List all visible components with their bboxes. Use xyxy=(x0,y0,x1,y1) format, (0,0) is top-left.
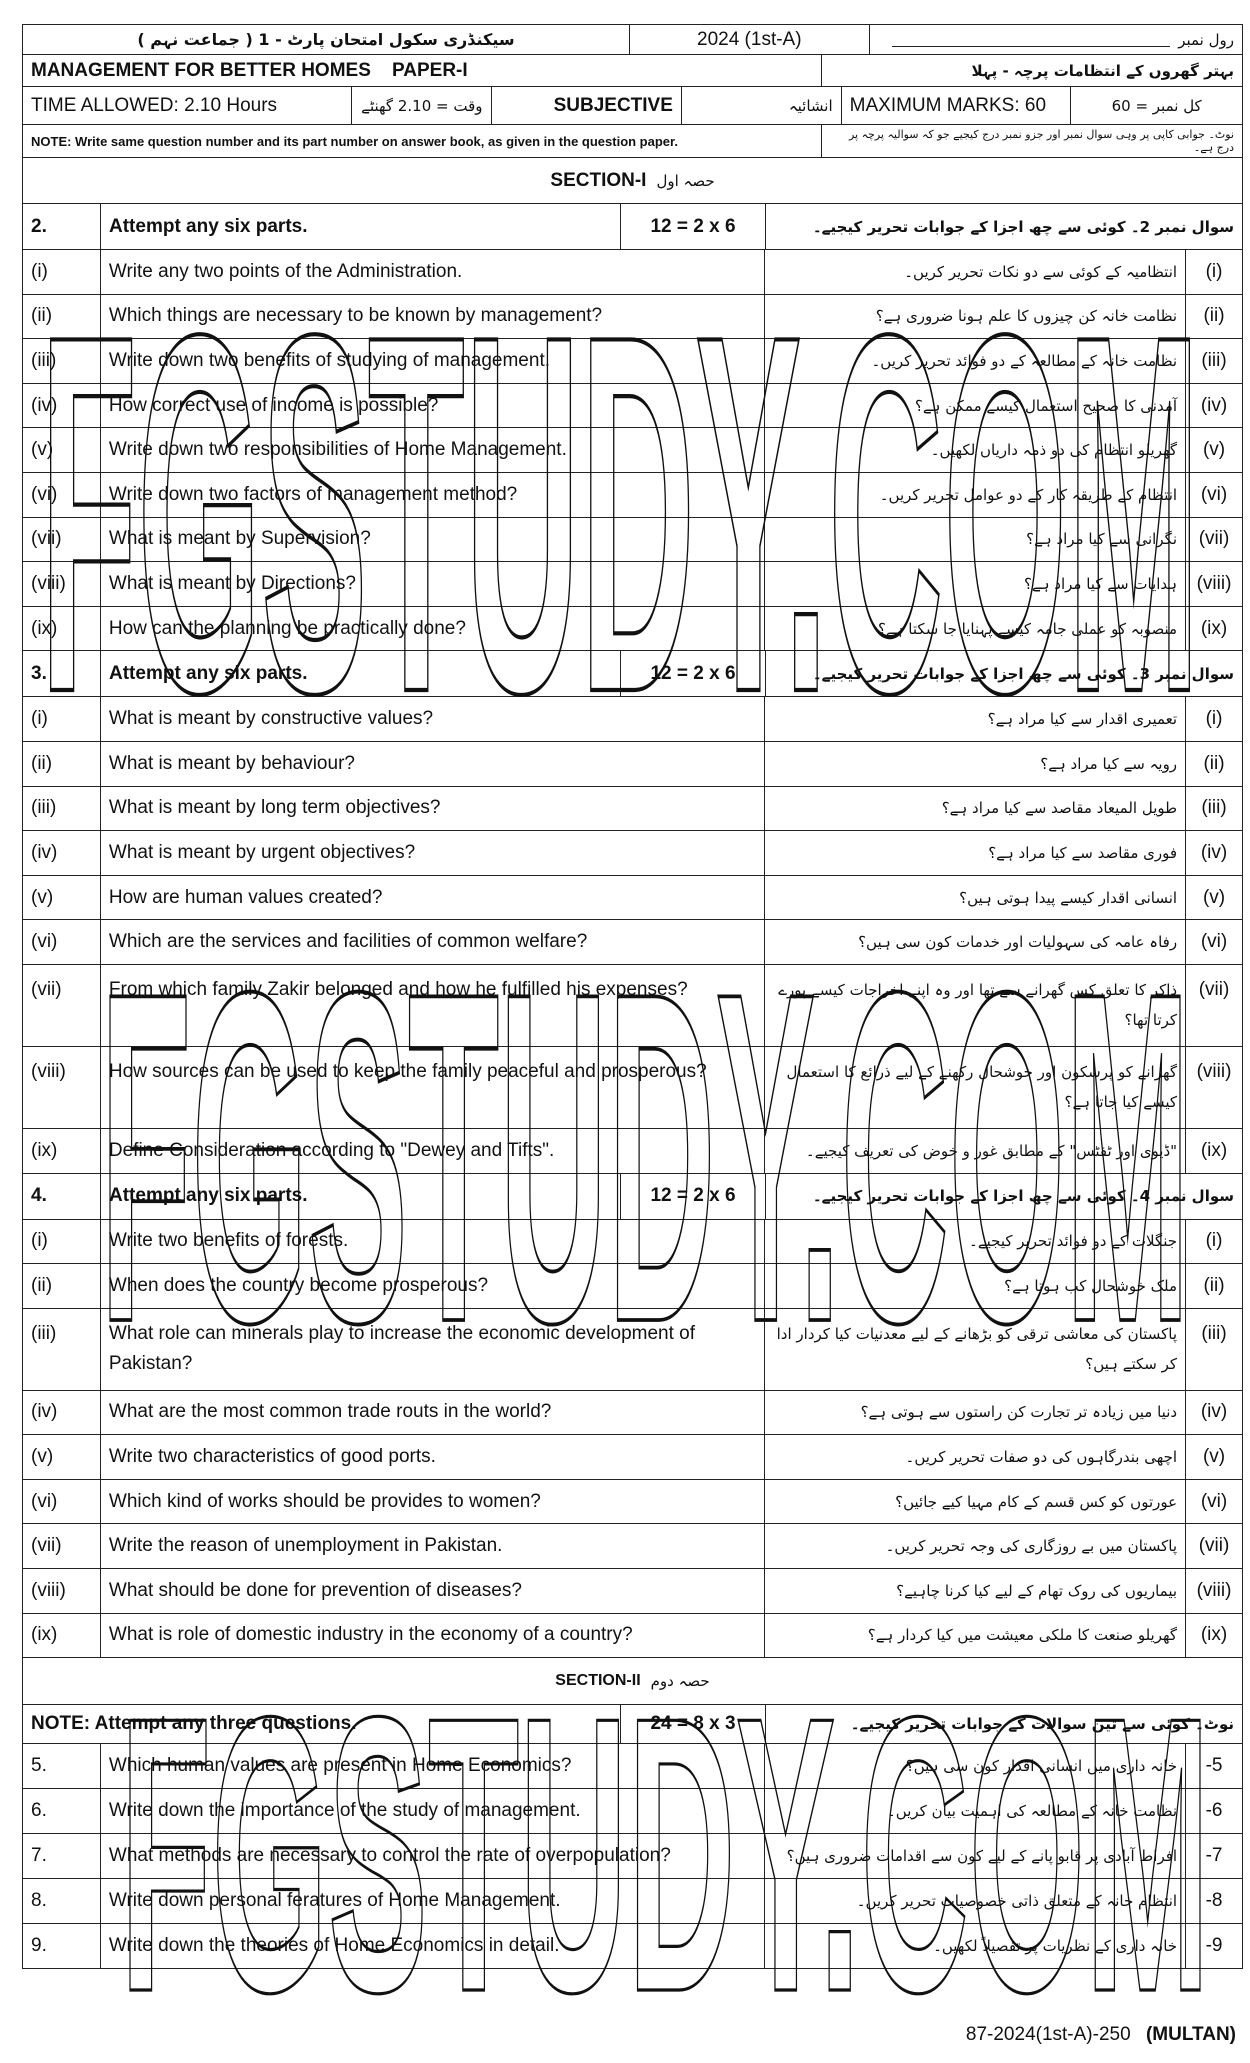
header-row-note xyxy=(22,125,1243,158)
question-instruction: Attempt any six parts. xyxy=(101,1174,621,1219)
part-text: Write down two responsibilities of Home Management. xyxy=(101,428,765,472)
part-text-urdu: پاکستان میں بے روزگاری کی وجہ تحریر کریں۔ xyxy=(765,1524,1186,1568)
question-part xyxy=(22,1391,1243,1436)
exam-year: 2024 (1st-A) xyxy=(630,25,870,54)
part-number: (i) xyxy=(23,697,101,741)
long-question xyxy=(22,1744,1243,1789)
long-question-text-urdu: خانہ داری کے نظریات پر تفصیلاً لکھیں۔ xyxy=(765,1924,1186,1968)
part-number-urdu: (v) xyxy=(1202,886,1226,908)
part-number: (v) xyxy=(23,428,101,472)
part-text: What is meant by behaviour? xyxy=(101,742,765,786)
total-marks-urdu: کل نمبر = 60 xyxy=(1111,96,1202,115)
long-question-text: What methods are necessary to control the rate of overpopulation? xyxy=(101,1834,765,1878)
part-number-urdu: (vii) xyxy=(1198,1535,1230,1557)
part-number: (viii) xyxy=(23,562,101,606)
question-number: 3. xyxy=(23,651,101,696)
long-question xyxy=(22,1834,1243,1879)
question-part xyxy=(22,518,1243,563)
question-part xyxy=(22,787,1243,832)
question-part xyxy=(22,428,1243,473)
paper-code-number: 87-2024(1st-A)-250 xyxy=(965,2024,1131,2045)
question-marks: 12 = 2 x 6 xyxy=(621,204,766,249)
part-number-urdu: (vi) xyxy=(1200,931,1228,953)
long-question-text: Write down the importance of the study of management. xyxy=(101,1789,765,1833)
question-header xyxy=(22,1174,1243,1220)
part-number-urdu: (vi) xyxy=(1200,483,1228,505)
part-number-urdu: (ix) xyxy=(1200,1624,1228,1646)
part-text: How are human values created? xyxy=(101,876,765,920)
part-text: Which things are necessary to be known by management? xyxy=(101,295,765,339)
part-text: What should be done for prevention of diseases? xyxy=(101,1569,765,1613)
part-text-urdu: انتظامیہ کے کوئی سے دو نکات تحریر کریں۔ xyxy=(765,250,1186,294)
part-number: (v) xyxy=(23,876,101,920)
part-number-urdu: (vii) xyxy=(1198,528,1230,550)
question-part xyxy=(22,742,1243,787)
long-question xyxy=(22,1924,1243,1969)
part-text-urdu: ذاکر کا تعلق کس گھرانے سے تھا اور وہ اپنے اخراجات کیسے پورے کرتا تھا؟ xyxy=(765,965,1186,1046)
part-number-urdu: (vi) xyxy=(1200,1490,1228,1512)
part-text: Write the reason of unemployment in Pakistan. xyxy=(101,1524,765,1568)
part-text-urdu: آمدنی کا صحیح استعمال کیسے ممکن ہے؟ xyxy=(765,384,1186,428)
long-question-text-urdu: خانہ داری میں انسانی اقدار کون سی ہیں؟ xyxy=(765,1744,1186,1788)
section-1-title: SECTION-I xyxy=(550,169,647,191)
part-number: (iii) xyxy=(23,1309,101,1390)
part-number: (vi) xyxy=(23,920,101,964)
part-text-urdu: گھریلو صنعت کا ملکی معیشت میں کیا کردار ہے؟ xyxy=(765,1614,1186,1658)
question-instruction-urdu: سوال نمبر 4۔ کوئی سے چھ اجزا کے جوابات تحریر کیجیے۔ xyxy=(812,1187,1234,1205)
question-part xyxy=(22,1524,1243,1569)
part-number-urdu: (v) xyxy=(1202,439,1226,461)
long-question xyxy=(22,1879,1243,1924)
long-question-number: 5. xyxy=(23,1744,101,1788)
section-1-title-urdu: حصہ اول xyxy=(656,171,715,190)
long-question-number-urdu: -5 xyxy=(1205,1755,1223,1777)
question-part xyxy=(22,697,1243,742)
part-number: (ii) xyxy=(23,1264,101,1308)
part-text: When does the country become prosperous? xyxy=(101,1264,765,1308)
long-question-number: 7. xyxy=(23,1834,101,1878)
part-number-urdu: (v) xyxy=(1202,1446,1226,1468)
question-number: 2. xyxy=(23,204,101,249)
part-number-urdu: (iv) xyxy=(1200,394,1228,416)
part-text-urdu: انتظام کے طریقہ کار کے دو عوامل تحریر کریں۔ xyxy=(765,473,1186,517)
section-2-title-urdu: حصہ دوم xyxy=(650,1672,710,1691)
part-number: (ix) xyxy=(23,1129,101,1173)
part-text-urdu: "ڈیوی اور ٹفٹس" کے مطابق غور و خوض کی تعریف کیجیے۔ xyxy=(765,1129,1186,1173)
part-number: (vii) xyxy=(23,1524,101,1568)
instructions-note-urdu: نوٹ۔ جوابی کاپی پر وہی سوال نمبر اور جزو نمبر درج کیجیے جو کہ سوالیہ پرچہ پر درج ہے۔ xyxy=(848,128,1234,154)
long-question-text: Write down personal feratures of Home Management. xyxy=(101,1879,765,1923)
long-question-text: Which human values are present in Home Economics? xyxy=(101,1744,765,1788)
part-number: (ii) xyxy=(23,742,101,786)
question-part xyxy=(22,339,1243,384)
watermark-text: FGSTUDY.COM xyxy=(40,229,1200,799)
part-number-urdu: (iii) xyxy=(1201,1322,1227,1344)
long-question-text-urdu: انتظام خانہ کے متعلق ذاتی خصوصیات تحریر کریں۔ xyxy=(765,1879,1186,1923)
paper-region: (MULTAN) xyxy=(1145,2024,1236,2045)
question-part xyxy=(22,1220,1243,1265)
question-part xyxy=(22,1309,1243,1391)
part-number-urdu: (ii) xyxy=(1203,1274,1225,1296)
part-number-urdu: (iii) xyxy=(1201,349,1227,371)
part-text-urdu: تعمیری اقدار سے کیا مراد ہے؟ xyxy=(765,697,1186,741)
subject-title: MANAGEMENT FOR BETTER HOMES PAPER-I xyxy=(23,55,822,86)
part-number-urdu: (i) xyxy=(1205,1230,1223,1252)
long-question-number-urdu: -8 xyxy=(1205,1890,1223,1912)
part-text-urdu: رویہ سے کیا مراد ہے؟ xyxy=(765,742,1186,786)
part-text: Define Consideration according to "Dewey and Tifts". xyxy=(101,1129,765,1173)
part-text-urdu: جنگلات کے دو فوائد تحریر کیجیے۔ xyxy=(765,1220,1186,1264)
question-marks: 12 = 2 x 6 xyxy=(621,651,766,696)
part-number: (v) xyxy=(23,1435,101,1479)
subjective-label: SUBJECTIVE xyxy=(492,87,682,124)
part-number: (ix) xyxy=(23,607,101,651)
urdu-exam-title: سیکنڈری سکول امتحان پارٹ - 1 ( جماعت نہم ) xyxy=(23,25,630,54)
header-row-time xyxy=(22,87,1243,125)
question-part xyxy=(22,1264,1243,1309)
question-part xyxy=(22,250,1243,295)
short-questions xyxy=(22,204,1243,1658)
instructions-note: NOTE: Write same question number and its part number on answer book, as given in the question paper. xyxy=(23,125,822,157)
section-2-heading xyxy=(22,1658,1243,1705)
part-text: From which family Zakir belonged and how he fulfilled his expenses? xyxy=(101,965,765,1046)
question-instruction-urdu: سوال نمبر 3۔ کوئی سے چھ اجزا کے جوابات تحریر کیجیے۔ xyxy=(812,664,1234,683)
part-text: Which are the services and facilities of common welfare? xyxy=(101,920,765,964)
part-text: What is meant by Directions? xyxy=(101,562,765,606)
question-header xyxy=(22,204,1243,250)
part-text: What are the most common trade routs in the world? xyxy=(101,1391,765,1435)
roll-number-blank xyxy=(892,32,1171,47)
part-number: (ii) xyxy=(23,295,101,339)
part-text: Which kind of works should be provides to women? xyxy=(101,1480,765,1524)
part-number-urdu: (vii) xyxy=(1198,978,1230,1000)
part-text: What is role of domestic industry in the economy of a country? xyxy=(101,1614,765,1658)
part-text-urdu: گھریلو انتظام کی دو ذمہ داریاں لکھیں۔ xyxy=(765,428,1186,472)
part-number-urdu: (iv) xyxy=(1200,841,1228,863)
question-part xyxy=(22,295,1243,340)
part-number-urdu: (viii) xyxy=(1196,1060,1232,1082)
part-text: Write two characteristics of good ports. xyxy=(101,1435,765,1479)
watermark-text: FGSTUDY.COM xyxy=(100,895,1190,1421)
part-number-urdu: (i) xyxy=(1205,260,1223,282)
long-question-number: 9. xyxy=(23,1924,101,1968)
part-text-urdu: بیماریوں کی روک تھام کے لیے کیا کرنا چاہیے؟ xyxy=(765,1569,1186,1613)
part-number-urdu: (ix) xyxy=(1200,617,1228,639)
part-text-urdu: رفاہ عامہ کی سہولیات اور خدمات کون سی ہیں؟ xyxy=(765,920,1186,964)
section-2-note: NOTE: Attempt any three questions. xyxy=(23,1705,621,1743)
part-text-urdu: گھرانے کو پرسکون اور خوشحال رکھنے کے لیے ذرائع کا استعمال کیسے کیا جاتا ہے؟ xyxy=(765,1047,1186,1128)
section-2-title: SECTION-II xyxy=(555,1672,641,1690)
long-questions xyxy=(22,1744,1243,1969)
part-text-urdu: اچھی بندرگاہوں کی دو صفات تحریر کریں۔ xyxy=(765,1435,1186,1479)
time-urdu: وقت = 2.10 گھنٹے xyxy=(352,87,492,124)
long-question-number-urdu: -6 xyxy=(1205,1800,1223,1822)
part-text: What is meant by Supervision? xyxy=(101,518,765,562)
long-question-number-urdu: -9 xyxy=(1205,1935,1223,1957)
part-number: (vii) xyxy=(23,518,101,562)
part-text-urdu: نظامت خانہ کے مطالعہ کے دو فوائد تحریر کریں۔ xyxy=(765,339,1186,383)
question-part xyxy=(22,1614,1243,1659)
part-number: (i) xyxy=(23,250,101,294)
question-part xyxy=(22,384,1243,429)
part-text: How sources can be used to keep the family peaceful and prosperous? xyxy=(101,1047,765,1128)
question-part xyxy=(22,1480,1243,1525)
long-question-number-urdu: -7 xyxy=(1205,1845,1223,1867)
part-number-urdu: (ii) xyxy=(1203,305,1225,327)
question-paper xyxy=(22,24,1243,1969)
question-header xyxy=(22,651,1243,697)
part-text: Write any two points of the Administration. xyxy=(101,250,765,294)
question-part xyxy=(22,1047,1243,1129)
part-number-urdu: (i) xyxy=(1205,708,1223,730)
part-number: (vi) xyxy=(23,473,101,517)
part-number: (viii) xyxy=(23,1569,101,1613)
part-text-urdu: فوری مقاصد سے کیا مراد ہے؟ xyxy=(765,831,1186,875)
part-text: What is meant by long term objectives? xyxy=(101,787,765,831)
question-marks: 12 = 2 x 6 xyxy=(621,1174,766,1219)
question-instruction-urdu: سوال نمبر 2۔ کوئی سے چھ اجزا کے جوابات تحریر کیجیے۔ xyxy=(812,217,1234,236)
part-number-urdu: (ix) xyxy=(1200,1139,1228,1161)
part-text: How can the planning be practically done? xyxy=(101,607,765,651)
part-number: (i) xyxy=(23,1220,101,1264)
part-text-urdu: منصوبہ کو عملی جامہ کیسے پہنایا جا سکتا ہے؟ xyxy=(765,607,1186,651)
question-part xyxy=(22,1569,1243,1614)
long-question-text-urdu: نظامت خانہ کے مطالعہ کی اہمیت بیان کریں۔ xyxy=(765,1789,1186,1833)
subject-title-urdu: بہتر گھروں کے انتظامات پرچہ - پہلا xyxy=(971,61,1234,80)
section-2-marks: 24 = 8 x 3 xyxy=(621,1705,766,1743)
part-number: (viii) xyxy=(23,1047,101,1128)
section-2-note-urdu: نوٹ۔ کوئی سے تین سوالات کے جوابات تحریر کیجیے۔ xyxy=(850,1715,1234,1734)
question-part xyxy=(22,1435,1243,1480)
question-part xyxy=(22,831,1243,876)
long-question-text: Write down the theories of Home Economics in detail. xyxy=(101,1924,765,1968)
part-text-urdu: انسانی اقدار کیسے پیدا ہوتی ہیں؟ xyxy=(765,876,1186,920)
part-text: Write down two benefits of studying of management. xyxy=(101,339,765,383)
header-row-subject xyxy=(22,55,1243,87)
part-text: What is meant by urgent objectives? xyxy=(101,831,765,875)
part-number: (iii) xyxy=(23,787,101,831)
part-number: (ix) xyxy=(23,1614,101,1658)
section-2-note-row xyxy=(22,1705,1243,1744)
question-part xyxy=(22,562,1243,607)
time-allowed: TIME ALLOWED: 2.10 Hours xyxy=(23,87,352,124)
roll-number-label: رول نمبر xyxy=(1178,30,1234,49)
long-question-number: 8. xyxy=(23,1879,101,1923)
long-question-text-urdu: افراط آبادی پر قابو پانے کے لیے کون سے اقدامات ضروری ہیں؟ xyxy=(765,1834,1186,1878)
part-text: What is meant by constructive values? xyxy=(101,697,765,741)
part-number: (vi) xyxy=(23,1480,101,1524)
max-marks: MAXIMUM MARKS: 60 xyxy=(842,87,1072,124)
part-number-urdu: (viii) xyxy=(1196,572,1232,594)
part-number-urdu: (ii) xyxy=(1203,752,1225,774)
question-instruction: Attempt any six parts. xyxy=(101,204,621,249)
part-number: (iv) xyxy=(23,384,101,428)
part-number-urdu: (viii) xyxy=(1196,1579,1232,1601)
part-number-urdu: (iii) xyxy=(1201,797,1227,819)
roll-number-field xyxy=(870,25,1242,54)
header-row-title xyxy=(22,24,1243,55)
question-part xyxy=(22,876,1243,921)
part-text: What role can minerals play to increase the economic development of Pakistan? xyxy=(101,1309,765,1390)
part-text: How correct use of income is possible? xyxy=(101,384,765,428)
part-text-urdu: نظامت خانہ کن چیزوں کا علم ہونا ضروری ہے؟ xyxy=(765,295,1186,339)
question-number: 4. xyxy=(23,1174,101,1219)
part-number-urdu: (iv) xyxy=(1200,1401,1228,1423)
part-text-urdu: پاکستان کی معاشی ترقی کو بڑھانے کے لیے معدنیات کیا کردار ادا کر سکتے ہیں؟ xyxy=(765,1309,1186,1390)
part-text: Write two benefits of forests. xyxy=(101,1220,765,1264)
part-number: (iii) xyxy=(23,339,101,383)
question-part xyxy=(22,965,1243,1047)
question-part xyxy=(22,473,1243,518)
part-text-urdu: عورتوں کو کس قسم کے کام مہیا کیے جائیں؟ xyxy=(765,1480,1186,1524)
part-text-urdu: طویل المیعاد مقاصد سے کیا مراد ہے؟ xyxy=(765,787,1186,831)
paper-code xyxy=(966,2024,1236,2046)
long-question xyxy=(22,1789,1243,1834)
part-text-urdu: ہدایات سے کیا مراد ہے؟ xyxy=(765,562,1186,606)
section-1-heading xyxy=(22,158,1243,204)
part-number: (vii) xyxy=(23,965,101,1046)
part-text-urdu: ملک خوشحال کب ہوتا ہے؟ xyxy=(765,1264,1186,1308)
subjective-urdu: انشائیہ xyxy=(682,87,842,124)
question-instruction: Attempt any six parts. xyxy=(101,651,621,696)
part-text: Write down two factors of management method? xyxy=(101,473,765,517)
part-text-urdu: دنیا میں زیادہ تر تجارت کن راستوں سے ہوتی ہے؟ xyxy=(765,1391,1186,1435)
question-part xyxy=(22,607,1243,652)
part-number: (iv) xyxy=(23,831,101,875)
question-part xyxy=(22,1129,1243,1174)
part-number: (iv) xyxy=(23,1391,101,1435)
question-part xyxy=(22,920,1243,965)
part-text-urdu: نگرانی سے کیا مراد ہے؟ xyxy=(765,518,1186,562)
long-question-number: 6. xyxy=(23,1789,101,1833)
watermark-text: FGSTUDY.COM xyxy=(120,1634,1210,2063)
